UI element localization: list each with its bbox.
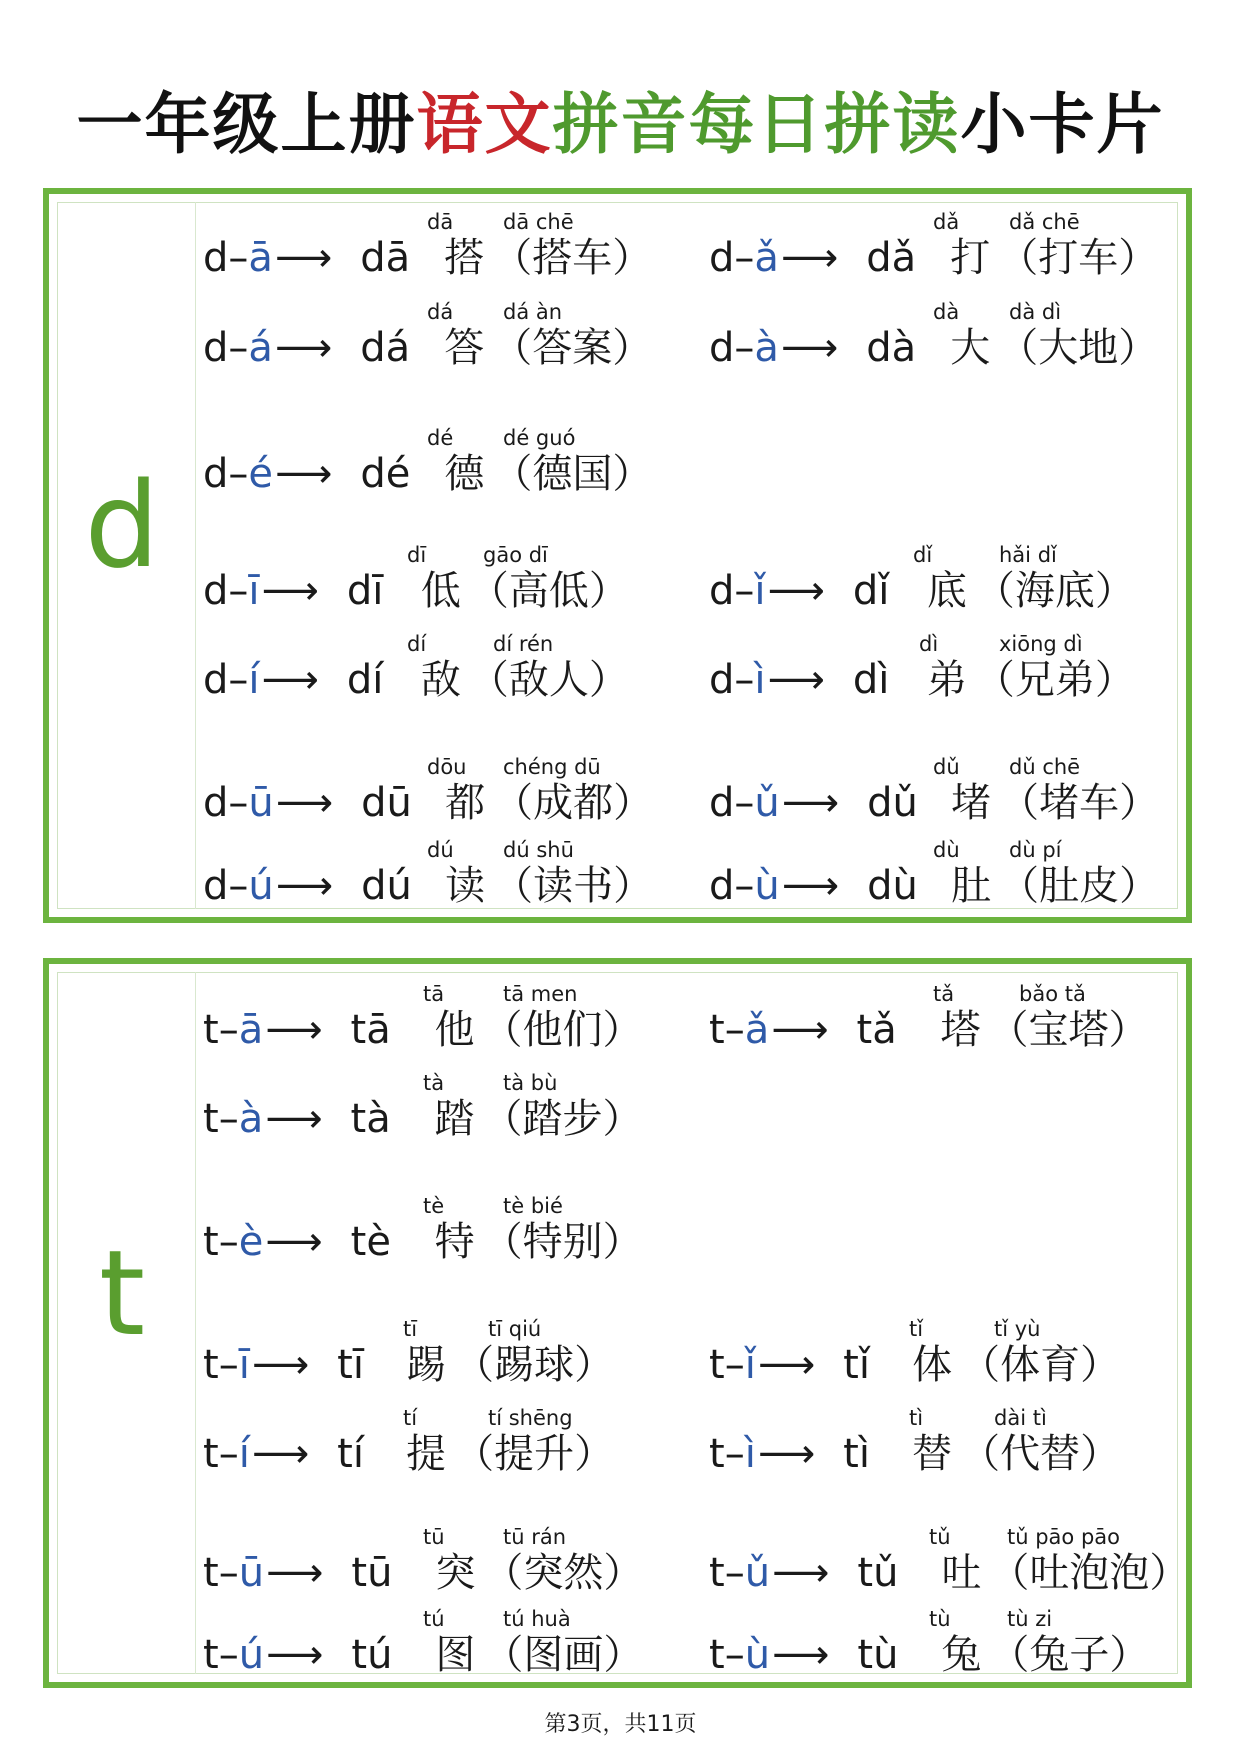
arrow-icon: ⟶ bbox=[275, 863, 334, 909]
pinyin-word: dí rén bbox=[493, 632, 554, 656]
syllable: tà bbox=[350, 1096, 391, 1142]
word: （堵车） bbox=[999, 780, 1160, 826]
pinyin-word: dé guó bbox=[503, 426, 576, 450]
hanzi: 堵 bbox=[951, 780, 992, 826]
consonant: d bbox=[203, 863, 229, 909]
arrow-icon: ⟶ bbox=[274, 325, 333, 371]
syllable: dí bbox=[346, 657, 384, 703]
arrow-icon: ⟶ bbox=[266, 1550, 324, 1596]
consonant: t bbox=[709, 1550, 725, 1596]
consonant: t bbox=[709, 1342, 725, 1388]
hanzi: 吐 bbox=[941, 1550, 982, 1596]
pinyin-word: dǔ chē bbox=[1009, 755, 1081, 779]
word: （大地） bbox=[998, 325, 1159, 371]
pinyin-char: dǔ bbox=[933, 755, 960, 779]
pinyin-word: tū rán bbox=[503, 1525, 567, 1549]
hanzi: 突 bbox=[435, 1550, 476, 1596]
syllable: dá bbox=[360, 325, 411, 371]
pinyin-word: tī qiú bbox=[488, 1317, 542, 1341]
arrow-icon: ⟶ bbox=[265, 1096, 323, 1142]
consonant: t bbox=[203, 1096, 219, 1142]
vowel: à bbox=[754, 325, 779, 371]
consonant: t bbox=[709, 1431, 725, 1477]
hanzi: 搭 bbox=[444, 235, 485, 281]
hanzi: 替 bbox=[912, 1431, 953, 1477]
word: （突然） bbox=[483, 1550, 644, 1596]
pinyin-char: dí bbox=[407, 632, 427, 656]
vowel: ì bbox=[744, 1431, 756, 1477]
vowel: ì bbox=[754, 657, 766, 703]
hanzi: 弟 bbox=[926, 657, 967, 703]
consonant: d bbox=[203, 780, 229, 826]
vowel: ū bbox=[248, 780, 274, 826]
consonant: d bbox=[203, 657, 229, 703]
hanzi: 肚 bbox=[951, 863, 992, 909]
consonant: t bbox=[203, 1550, 219, 1596]
hanzi: 德 bbox=[444, 451, 485, 497]
page-title bbox=[0, 80, 1241, 170]
consonant: d bbox=[709, 568, 735, 614]
hanzi: 敌 bbox=[420, 657, 461, 703]
consonant: t bbox=[203, 1219, 219, 1265]
card-letter: d bbox=[84, 456, 160, 594]
syllable: tè bbox=[350, 1219, 391, 1265]
consonant: d bbox=[709, 780, 735, 826]
pinyin-char: tè bbox=[423, 1194, 445, 1218]
hanzi: 答 bbox=[444, 325, 485, 371]
word: （特别） bbox=[482, 1219, 643, 1265]
pinyin-word: dú shū bbox=[503, 838, 574, 862]
word: （宝塔） bbox=[988, 1007, 1149, 1053]
syllable: tī bbox=[337, 1342, 364, 1388]
card-letter: t bbox=[98, 1224, 146, 1362]
pinyin-word: gāo dī bbox=[483, 543, 548, 567]
pinyin-word: tù zi bbox=[1007, 1607, 1053, 1631]
hanzi: 他 bbox=[434, 1007, 475, 1053]
pinyin-word: tà bù bbox=[503, 1071, 558, 1095]
consonant: d bbox=[709, 235, 735, 281]
arrow-icon: ⟶ bbox=[772, 1550, 830, 1596]
word: （肚皮） bbox=[999, 863, 1160, 909]
arrow-icon: ⟶ bbox=[757, 1431, 816, 1477]
word: （成都） bbox=[493, 780, 654, 826]
pinyin-word: chéng dū bbox=[503, 755, 601, 779]
arrow-icon: ⟶ bbox=[781, 863, 840, 909]
vowel: ǐ bbox=[744, 1342, 756, 1388]
pinyin-char: tí bbox=[403, 1406, 418, 1430]
syllable: dà bbox=[866, 325, 917, 371]
pinyin-char: dōu bbox=[427, 755, 467, 779]
consonant: t bbox=[203, 1632, 219, 1678]
hanzi: 体 bbox=[912, 1342, 953, 1388]
consonant: d bbox=[203, 235, 229, 281]
arrow-icon: ⟶ bbox=[780, 325, 839, 371]
pinyin-word: tè bié bbox=[503, 1194, 563, 1218]
pinyin-word: tǐ yù bbox=[994, 1317, 1041, 1341]
arrow-icon: ⟶ bbox=[251, 1431, 310, 1477]
word: （兔子） bbox=[989, 1632, 1150, 1678]
hanzi: 读 bbox=[445, 863, 486, 909]
vowel: ī bbox=[238, 1342, 250, 1388]
arrow-icon: ⟶ bbox=[767, 657, 825, 703]
syllable: tù bbox=[857, 1632, 899, 1678]
consonant: d bbox=[203, 568, 229, 614]
syllable: dì bbox=[852, 657, 890, 703]
title-part-cards: 小卡片 bbox=[960, 86, 1165, 163]
pinyin-char: tī bbox=[403, 1317, 418, 1341]
hanzi: 都 bbox=[445, 780, 486, 826]
word: （德国） bbox=[492, 451, 653, 497]
vowel: ǔ bbox=[744, 1550, 771, 1596]
consonant: t bbox=[709, 1007, 725, 1053]
arrow-icon: ⟶ bbox=[780, 235, 839, 281]
pinyin-char: dǐ bbox=[913, 543, 933, 567]
hanzi: 提 bbox=[406, 1431, 447, 1477]
consonant: d bbox=[709, 325, 735, 371]
pinyin-char: dé bbox=[427, 426, 454, 450]
pinyin-char: tà bbox=[423, 1071, 445, 1095]
word: （体育） bbox=[960, 1342, 1121, 1388]
word: （敌人） bbox=[468, 657, 629, 703]
arrow-icon: ⟶ bbox=[261, 657, 319, 703]
hanzi: 兔 bbox=[941, 1632, 982, 1678]
card-t: t tā tā men t–ā⟶ tā 他 （他们） tǎ bǎo tǎ t–ǎ⟶ tǎ 塔 （宝塔） tà tà bù t–à⟶ tà 踏 （踏步） tè tè bié t–è⟶ tè 特 （特别） tī tī qiú t–ī⟶ tī 踢 （踢球） tǐ tǐ yù t–ǐ⟶ tǐ 体 （体育） tí tí shēng t–í⟶ tí 提 （提升） tì dài tì t–ì⟶ tì 替 （代替） tū tū rán t–ū⟶ tū 突 （突然） tǔ tǔ pāo pāo t–ǔ⟶ tǔ 吐 （吐泡泡） tú tú huà t–ú⟶ tú 图 （图画） tù tù zi t–ù⟶ tù 兔 （兔子） bbox=[43, 958, 1192, 1688]
pinyin-word: tú huà bbox=[503, 1607, 571, 1631]
arrow-icon: ⟶ bbox=[274, 235, 333, 281]
word: （兄弟） bbox=[974, 657, 1135, 703]
pinyin-word: tí shēng bbox=[488, 1406, 573, 1430]
arrow-icon: ⟶ bbox=[251, 1342, 310, 1388]
hanzi: 塔 bbox=[940, 1007, 981, 1053]
word: （代替） bbox=[960, 1431, 1121, 1477]
page-footer: 第3页，共11页 bbox=[544, 1712, 697, 1737]
syllable: dā bbox=[360, 235, 411, 281]
syllable: tū bbox=[351, 1550, 393, 1596]
hanzi: 底 bbox=[926, 568, 967, 614]
word: （打车） bbox=[998, 235, 1159, 281]
hanzi: 踏 bbox=[434, 1096, 475, 1142]
consonant: t bbox=[203, 1431, 219, 1477]
syllable: dǔ bbox=[867, 780, 918, 826]
arrow-icon: ⟶ bbox=[757, 1342, 816, 1388]
syllable: dé bbox=[360, 451, 411, 497]
pinyin-char: dì bbox=[919, 632, 939, 656]
pinyin-char: tǎ bbox=[933, 982, 955, 1006]
arrow-icon: ⟶ bbox=[772, 1632, 830, 1678]
arrow-icon: ⟶ bbox=[265, 1219, 323, 1265]
consonant: t bbox=[203, 1342, 219, 1388]
card-d: d dā dā chē d–ā⟶ dā 搭 （搭车） dǎ dǎ chē d–ǎ⟶ dǎ 打 （打车） dá dá àn d–á⟶ dá 答 （答案） dà dà dì d–à⟶ dà 大 （大地） dé dé guó d–é⟶ dé 德 （德国） dī gāo dī d–ī⟶ dī 低 （高低） dǐ hǎi dǐ d–ǐ⟶ dǐ 底 （海底） dí dí rén d–í⟶ dí 敌 （敌人） dì xiōng dì d–ì⟶ dì 弟 （兄弟） dōu chéng dū d–ū⟶ dū 都 （成都） dǔ dǔ chē d–ǔ⟶ dǔ 堵 （堵车） dú dú shū d–ú⟶ dú 读 （读书） dù dù pí d–ù⟶ dù 肚 （肚皮） bbox=[43, 188, 1192, 923]
pinyin-char: tū bbox=[423, 1525, 445, 1549]
pinyin-word: dǎ chē bbox=[1009, 210, 1080, 234]
pinyin-word: tǔ pāo pāo bbox=[1007, 1525, 1120, 1549]
vowel: à bbox=[238, 1096, 264, 1142]
title-part-grade: 一年级上册 bbox=[76, 86, 417, 163]
arrow-icon: ⟶ bbox=[771, 1007, 829, 1053]
pinyin-char: tā bbox=[423, 982, 445, 1006]
vowel: ǎ bbox=[744, 1007, 770, 1053]
syllable: dù bbox=[867, 863, 918, 909]
vowel: ǎ bbox=[754, 235, 779, 281]
syllable: tì bbox=[843, 1431, 870, 1477]
vowel: ǔ bbox=[754, 780, 780, 826]
vowel: í bbox=[248, 657, 260, 703]
pinyin-char: tì bbox=[909, 1406, 924, 1430]
word: （高低） bbox=[468, 568, 629, 614]
pinyin-word: hǎi dǐ bbox=[999, 543, 1057, 567]
title-part-topic: 拼音每日拼读 bbox=[552, 86, 961, 163]
vowel: ù bbox=[754, 863, 780, 909]
pinyin-char: dú bbox=[427, 838, 454, 862]
pinyin-char: tǐ bbox=[909, 1317, 924, 1341]
card-divider bbox=[195, 202, 196, 909]
syllable: dú bbox=[361, 863, 412, 909]
consonant: d bbox=[709, 657, 735, 703]
word: （他们） bbox=[482, 1007, 643, 1053]
word: （踢球） bbox=[454, 1342, 615, 1388]
syllable: tā bbox=[350, 1007, 391, 1053]
hanzi: 打 bbox=[950, 235, 991, 281]
arrow-icon: ⟶ bbox=[781, 780, 840, 826]
word: （图画） bbox=[483, 1632, 644, 1678]
hanzi: 特 bbox=[434, 1219, 475, 1265]
arrow-icon: ⟶ bbox=[767, 568, 825, 614]
vowel: é bbox=[248, 451, 273, 497]
pinyin-char: dī bbox=[407, 543, 427, 567]
vowel: ǐ bbox=[754, 568, 766, 614]
pinyin-char: tǔ bbox=[929, 1525, 951, 1549]
vowel: ú bbox=[248, 863, 274, 909]
arrow-icon: ⟶ bbox=[275, 780, 334, 826]
pinyin-char: dà bbox=[933, 300, 960, 324]
pinyin-word: tā men bbox=[503, 982, 578, 1006]
hanzi: 大 bbox=[950, 325, 991, 371]
arrow-icon: ⟶ bbox=[265, 1007, 323, 1053]
syllable: dǎ bbox=[866, 235, 917, 281]
word: （踏步） bbox=[482, 1096, 643, 1142]
pinyin-char: dù bbox=[933, 838, 960, 862]
pinyin-char: dā bbox=[427, 210, 454, 234]
syllable: dī bbox=[346, 568, 384, 614]
pinyin-word: dā chē bbox=[503, 210, 574, 234]
consonant: d bbox=[203, 451, 229, 497]
word: （搭车） bbox=[492, 235, 653, 281]
pinyin-char: tú bbox=[423, 1607, 445, 1631]
arrow-icon: ⟶ bbox=[275, 451, 333, 497]
word: （读书） bbox=[493, 863, 654, 909]
consonant: d bbox=[203, 325, 229, 371]
syllable: tǔ bbox=[857, 1550, 899, 1596]
consonant: d bbox=[709, 863, 735, 909]
word: （吐泡泡） bbox=[989, 1550, 1190, 1596]
hanzi: 图 bbox=[435, 1632, 476, 1678]
pinyin-char: dá bbox=[427, 300, 454, 324]
hanzi: 低 bbox=[420, 568, 461, 614]
syllable: dǐ bbox=[852, 568, 890, 614]
syllable: dū bbox=[361, 780, 412, 826]
pinyin-word: dá àn bbox=[503, 300, 563, 324]
word: （提升） bbox=[454, 1431, 615, 1477]
word: （海底） bbox=[974, 568, 1135, 614]
syllable: tí bbox=[337, 1431, 364, 1477]
pinyin-word: dù pí bbox=[1009, 838, 1062, 862]
arrow-icon: ⟶ bbox=[261, 568, 319, 614]
vowel: ú bbox=[238, 1632, 265, 1678]
consonant: t bbox=[203, 1007, 219, 1053]
vowel: í bbox=[238, 1431, 250, 1477]
vowel: ī bbox=[248, 568, 260, 614]
arrow-icon: ⟶ bbox=[266, 1632, 324, 1678]
word: （答案） bbox=[492, 325, 653, 371]
pinyin-word: dài tì bbox=[994, 1406, 1047, 1430]
pinyin-word: bǎo tǎ bbox=[1019, 982, 1086, 1006]
syllable: tǐ bbox=[843, 1342, 870, 1388]
vowel: ū bbox=[238, 1550, 265, 1596]
vowel: ā bbox=[248, 235, 273, 281]
vowel: è bbox=[238, 1219, 264, 1265]
pinyin-char: dǎ bbox=[933, 210, 960, 234]
consonant: t bbox=[709, 1632, 725, 1678]
pinyin-char: tù bbox=[929, 1607, 951, 1631]
title-part-subject: 语文 bbox=[416, 86, 553, 163]
vowel: ù bbox=[744, 1632, 771, 1678]
pinyin-word: dà dì bbox=[1009, 300, 1062, 324]
syllable: tǎ bbox=[856, 1007, 897, 1053]
hanzi: 踢 bbox=[406, 1342, 447, 1388]
card-divider bbox=[195, 972, 196, 1674]
vowel: ā bbox=[238, 1007, 264, 1053]
pinyin-word: xiōng dì bbox=[999, 632, 1083, 656]
syllable: tú bbox=[351, 1632, 393, 1678]
vowel: á bbox=[248, 325, 273, 371]
